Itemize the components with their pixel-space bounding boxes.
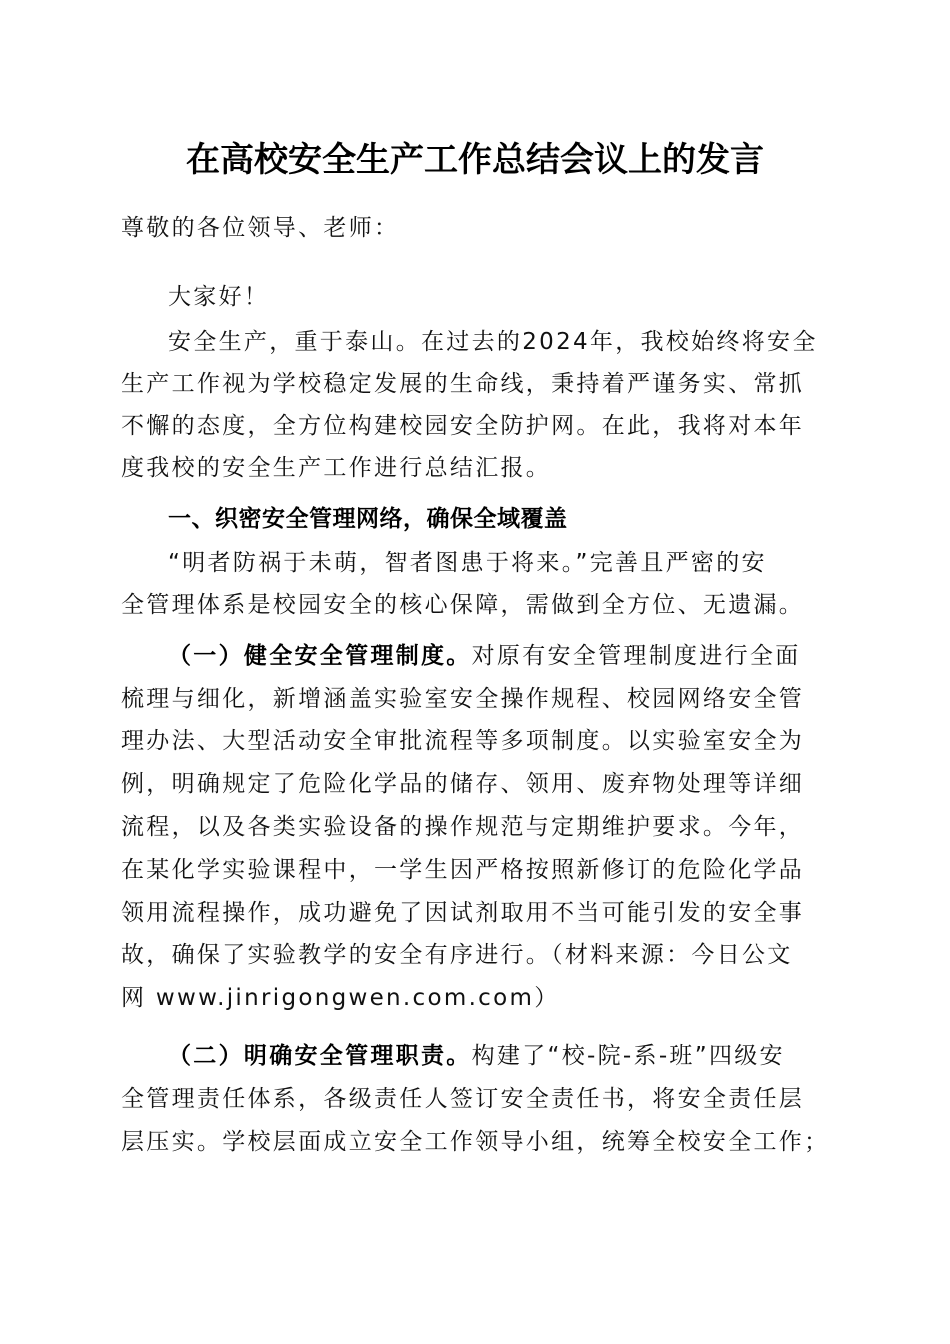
section-heading: 一、织密安全管理网络，确保全域覆盖 xyxy=(168,506,568,532)
paragraph-line: 领用流程操作，成功避免了因试剂取用不当可能引发的安全事 xyxy=(121,900,805,926)
subsection-1-label: （一）健全安全管理制度。 xyxy=(168,643,472,669)
subsection-2-label: （二）明确安全管理职责。 xyxy=(168,1043,472,1069)
paragraph-line: 故，确保了实验教学的安全有序进行。（材料来源：今日公文 xyxy=(121,942,793,968)
paragraph-line: 全管理体系是校园安全的核心保障，需做到全方位、无遗漏。 xyxy=(121,592,805,618)
paragraph-line: 在某化学实验课程中，一学生因严格按照新修订的危险化学品 xyxy=(121,857,805,883)
paragraph-line xyxy=(168,638,831,674)
document-title: 在高校安全生产工作总结会议上的发言 xyxy=(186,140,764,180)
paragraph-line: 度我校的安全生产工作进行总结汇报。 xyxy=(121,455,552,481)
paragraph-line: 理办法、大型活动安全审批流程等多项制度。以实验室安全为 xyxy=(121,728,805,754)
subsection-2-text: 构建了“校-院-系-班”四级安 xyxy=(471,1043,785,1069)
paragraph-line: 安全生产，重于泰山。在过去的2024年，我校始终将安全 xyxy=(168,329,818,355)
paragraph-line: 生产工作视为学校稳定发展的生命线，秉持着严谨务实、常抓 xyxy=(121,371,805,397)
paragraph-line: 不懈的态度，全方位构建校园安全防护网。在此，我将对本年 xyxy=(121,413,805,439)
subsection-1-text: 对原有安全管理制度进行全面 xyxy=(471,643,801,669)
paragraph-line: 全管理责任体系，各级责任人签订安全责任书，将安全责任层 xyxy=(121,1086,805,1112)
paragraph-line: 层压实。学校层面成立安全工作领导小组，统筹全校安全工作； xyxy=(121,1129,830,1155)
paragraph-line: 例，明确规定了危险化学品的储存、领用、废弃物处理等详细 xyxy=(121,771,805,797)
paragraph-line xyxy=(168,1038,831,1074)
paragraph-line: “明者防祸于未萌，智者图患于将来。”完善且严密的安 xyxy=(168,550,767,576)
paragraph-line: 流程，以及各类实验设备的操作规范与定期维护要求。今年， xyxy=(121,814,805,840)
source-link-line: 网 www.jinrigongwen.com.com） xyxy=(121,985,560,1011)
greeting: 大家好！ xyxy=(168,284,270,310)
salutation: 尊敬的各位领导、老师： xyxy=(121,215,400,241)
paragraph-line: 梳理与细化，新增涵盖实验室安全操作规程、校园网络安全管 xyxy=(121,686,805,712)
